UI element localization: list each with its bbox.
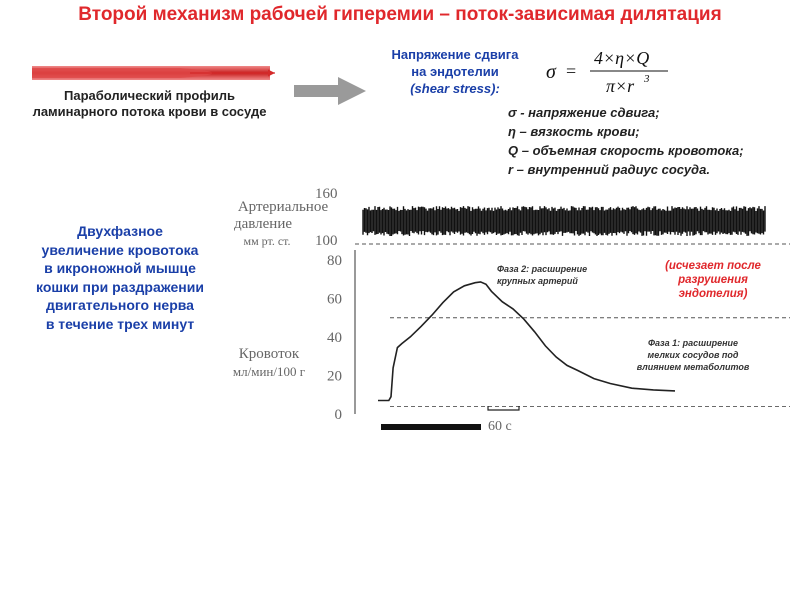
pressure-tick: 100 — [315, 233, 338, 249]
flow-tick-labels — [327, 253, 342, 423]
endothelium-note-2: разрушения — [678, 274, 748, 286]
phase2-annotation-2: крупных артерий — [497, 276, 578, 286]
page-title: Второй механизм рабочей гиперемии – поток-зависимая дилятация — [78, 4, 722, 25]
pressure-tick: 160 — [315, 186, 338, 202]
formula-legend — [508, 103, 744, 179]
flow-label: Кровоток — [238, 346, 300, 362]
vessel-label: Параболический профиль ламинарного потока крови в сосуде — [32, 88, 267, 119]
flow-tick: 20 — [327, 368, 342, 385]
formula-numerator: 4×η×Q — [594, 48, 650, 68]
blood-flow-chart — [205, 178, 795, 436]
flow-tick: 60 — [327, 291, 342, 308]
formula-equals: = — [566, 61, 577, 81]
shear-formula — [540, 42, 680, 100]
flow-curve — [378, 282, 675, 401]
flow-tick: 40 — [327, 330, 342, 346]
flow-arrow-head — [268, 70, 275, 77]
legend-item: η – вязкость крови; — [508, 124, 640, 139]
flow-tick: 80 — [327, 253, 342, 269]
legend-item: σ - напряжение сдвига; — [508, 105, 660, 120]
formula-denominator: π×r — [606, 76, 635, 96]
endothelium-note-3: эндотелия) — [678, 288, 748, 300]
shear-stress-title: Напряжение сдвига на эндотелии (shear stress): — [391, 47, 519, 96]
phase1-annotation: Фаза 1: расширение — [647, 338, 739, 348]
pressure-label-2: давление — [233, 216, 293, 232]
right-arrow-icon — [292, 75, 368, 107]
phase2-annotation: Фаза 2: расширение — [497, 264, 588, 274]
endothelium-note: (исчезает после — [665, 260, 761, 272]
formula-sigma: σ — [546, 61, 556, 83]
pressure-label: Артериальное — [237, 199, 329, 215]
flow-unit: мл/мин/100 г — [232, 364, 306, 379]
flow-profile — [32, 68, 213, 78]
time-scale-label: 60 с — [488, 419, 512, 434]
legend-item: Q – объемная скорость кровотока; — [508, 143, 744, 158]
formula-exponent: 3 — [644, 73, 650, 85]
legend-item: r – внутренний радиус сосуда. — [508, 162, 710, 177]
vessel-illustration — [30, 62, 280, 84]
stimulation-bar — [381, 424, 481, 430]
pressure-signal — [363, 206, 765, 236]
phase1-annotation-2: мелких сосудов под — [647, 350, 739, 360]
flow-tick: 0 — [334, 407, 342, 423]
pressure-trace — [363, 206, 765, 236]
experiment-description: Двухфазное увеличение кровотока в икроножной мышце кошки при раздражении двигательного нерва в течение трех минут — [36, 223, 204, 332]
phase1-annotation-3: влиянием метаболитов — [636, 362, 750, 372]
pressure-unit: мм рт. ст. — [243, 234, 291, 248]
